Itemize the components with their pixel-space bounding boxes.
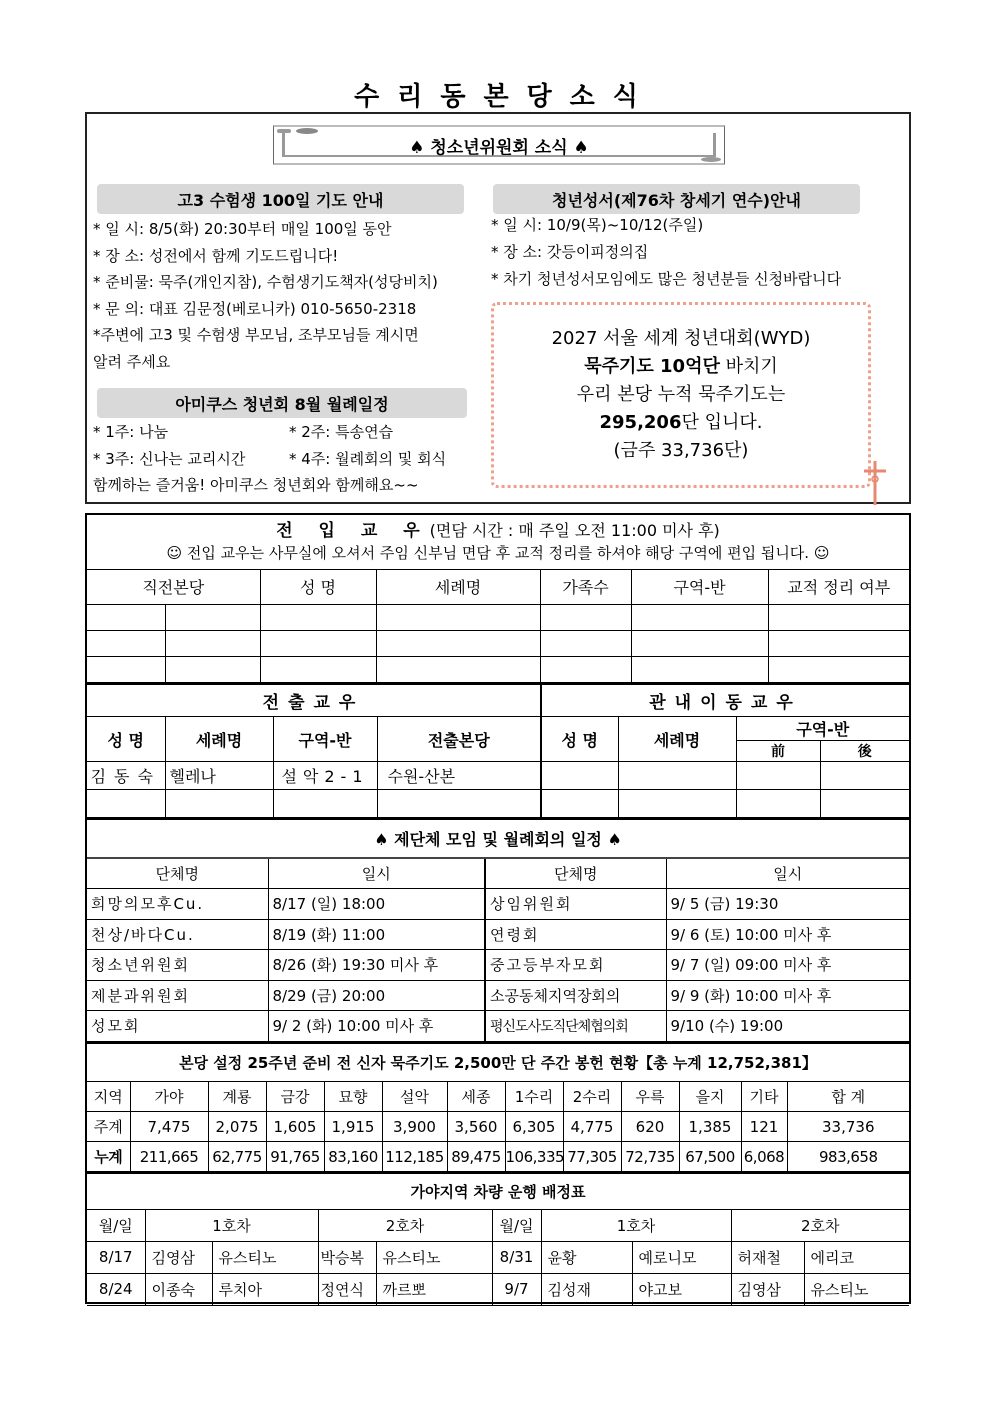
- driver-name: 김성재: [541, 1273, 632, 1305]
- table-row: [87, 980, 909, 1011]
- exam-prayer-line: * 준비물: 묵주(개인지참), 수험생기도책자(성당비치): [93, 273, 438, 291]
- move-col-baptismal: 세례명: [618, 717, 736, 762]
- table-row: [87, 656, 909, 682]
- move-col-name: 성 명: [541, 717, 618, 762]
- schedule-title: ♠ 제단체 모임 및 월례회의 일정 ♠: [87, 819, 909, 858]
- transfer-in-table: [87, 570, 909, 683]
- out-col-district: 구역-반: [273, 717, 377, 762]
- transfer-out-and-move-table: [87, 683, 909, 819]
- col-car2: 2호차: [731, 1209, 909, 1241]
- cell-total: 983,658: [787, 1142, 909, 1172]
- group-date: 9/ 6 (토) 10:00 미사 후: [666, 919, 909, 950]
- rosary-cumulative-row: [87, 1142, 909, 1172]
- col-group-name: 단체명: [485, 858, 666, 889]
- amicus-week4: * 4주: 월례회의 및 회식: [289, 449, 447, 468]
- cell-value: 91,765: [266, 1142, 324, 1172]
- wyd-line2: 묵주기도 10억단 바치기: [584, 356, 778, 377]
- cell-value: 4,775: [563, 1112, 621, 1142]
- col-district: 구역-반: [631, 570, 768, 604]
- table-row: [87, 950, 909, 981]
- exam-prayer-details: [93, 216, 438, 375]
- out-col-parish: 전출본당: [377, 717, 541, 762]
- col-baptismal-name: 세례명: [376, 570, 540, 604]
- wyd-line5: (금주 33,736단): [613, 440, 749, 461]
- cell-value: 1,915: [324, 1112, 382, 1142]
- group-date: 9/10 (수) 19:00: [666, 1011, 909, 1042]
- youth-banner-title: ♠ 청소년위원회 소식 ♠: [409, 137, 589, 158]
- col-region-name: 을지: [679, 1082, 741, 1112]
- table-row: [87, 889, 909, 920]
- col-total: 합 계: [787, 1082, 909, 1112]
- cell-value: 72,735: [621, 1142, 679, 1172]
- group-date: 9/ 9 (화) 10:00 미사 후: [666, 980, 909, 1011]
- group-name: 희망의모후Cu.: [87, 889, 268, 920]
- cell-total: 33,736: [787, 1112, 909, 1142]
- group-schedule-table: [87, 818, 909, 1042]
- driver-name: 김영삼: [145, 1241, 212, 1273]
- col-datetime: 일시: [268, 858, 485, 889]
- col-record-status: 교적 정리 여부: [768, 570, 909, 604]
- out-parish: 수원-산본: [377, 762, 541, 790]
- driver-baptismal: 루치아: [212, 1273, 318, 1305]
- cell-value: 7,475: [130, 1112, 208, 1142]
- col-car1: 1호차: [541, 1209, 731, 1241]
- group-date: 9/ 7 (일) 09:00 미사 후: [666, 950, 909, 981]
- amicus-week3: * 3주: 신나는 교리시간: [93, 449, 246, 468]
- col-previous-parish: 직전본당: [87, 570, 260, 604]
- cell-value: 89,475: [447, 1142, 505, 1172]
- page-title: 수리동본당소식: [354, 82, 656, 112]
- cell-value: 620: [621, 1112, 679, 1142]
- table-row: [87, 1011, 909, 1042]
- group-date: 8/29 (금) 20:00: [268, 980, 485, 1011]
- driver-name: 김영삼: [731, 1273, 804, 1305]
- group-name: 소공동체지역장회의: [485, 980, 666, 1011]
- amicus-heading: 아미쿠스 청년회 8월 월례일정: [97, 388, 467, 418]
- date-cell: 9/7: [492, 1273, 541, 1305]
- driver-name: 윤황: [541, 1241, 632, 1273]
- table-row: [87, 630, 909, 656]
- cell-value: 6,305: [505, 1112, 563, 1142]
- banner-decoration: [296, 128, 318, 134]
- move-col-before: 前: [736, 741, 820, 762]
- cell-value: 6,068: [741, 1142, 787, 1172]
- group-name: 제분과위원회: [87, 980, 268, 1011]
- col-date: 월/일: [87, 1209, 145, 1241]
- group-name: 천상/바다Cu.: [87, 919, 268, 950]
- transfer-in-notice: ☺ 전입 교우는 사무실에 오셔서 주임 신부님 면담 후 교적 정리를 하셔야 해당 구역에 편입 됩니다. ☺: [166, 544, 830, 562]
- exam-prayer-line: *주변에 고3 및 수험생 부모님, 조부모님들 계시면: [93, 326, 419, 344]
- banner-decoration: [701, 157, 721, 162]
- date-cell: 8/24: [87, 1273, 145, 1305]
- cell-value: 1,385: [679, 1112, 741, 1142]
- driver-name: 이종숙: [145, 1273, 212, 1305]
- col-name: 성 명: [260, 570, 376, 604]
- parish-records-frame: [85, 513, 911, 1304]
- driver-baptismal: 야고보: [632, 1273, 731, 1305]
- group-date: 8/26 (화) 19:30 미사 후: [268, 950, 485, 981]
- driver-baptismal: 까르뽀: [376, 1273, 492, 1305]
- driver-baptismal: 유스티노: [212, 1241, 318, 1273]
- col-date: 월/일: [492, 1209, 541, 1241]
- wyd-line3: 우리 본당 누적 묵주기도는: [576, 384, 786, 405]
- out-baptismal: 헬레나: [165, 762, 273, 790]
- bible-study-line: * 장 소: 갓등이피정의집: [491, 243, 649, 261]
- cell-value: 106,335: [505, 1142, 563, 1172]
- date-cell: 8/17: [87, 1241, 145, 1273]
- col-region-name: 묘향: [324, 1082, 382, 1112]
- move-col-district: 구역-반: [736, 717, 909, 741]
- cell-value: 77,305: [563, 1142, 621, 1172]
- col-group-name: 단체명: [87, 858, 268, 889]
- driver-name: 정연식: [318, 1273, 376, 1305]
- rosary-header-row: [87, 1082, 909, 1112]
- vehicle-title: 가야지역 차량 운행 배정표: [87, 1173, 909, 1209]
- cell-value: 67,500: [679, 1142, 741, 1172]
- col-region-name: 2수리: [563, 1082, 621, 1112]
- transfer-in-title: 전 입 교 우: [276, 521, 430, 541]
- col-region-name: 설악: [382, 1082, 447, 1112]
- group-name: 중고등부자모회: [485, 950, 666, 981]
- driver-baptismal: 유스티노: [376, 1241, 492, 1273]
- driver-name: 박승복: [318, 1241, 376, 1273]
- col-region-name: 세종: [447, 1082, 505, 1112]
- col-region-name: 계룡: [208, 1082, 266, 1112]
- wyd-line1: 2027 서울 세계 청년대회(WYD): [551, 328, 811, 349]
- table-row: [87, 790, 909, 818]
- group-date: 8/17 (일) 18:00: [268, 889, 485, 920]
- cell-value: 211,665: [130, 1142, 208, 1172]
- table-row: [87, 762, 909, 790]
- bible-study-line: * 차기 청년성서모임에도 많은 청년분들 신청바랍니다: [491, 270, 842, 288]
- cell-value: 3,560: [447, 1112, 505, 1142]
- out-name: 김동숙: [87, 762, 165, 790]
- bible-study-line: * 일 시: 10/9(목)~10/12(주일): [491, 216, 704, 234]
- out-col-baptismal: 세례명: [165, 717, 273, 762]
- youth-banner: [273, 125, 725, 165]
- driver-baptismal: 예로니모: [632, 1241, 731, 1273]
- transfer-in-header: [87, 515, 909, 570]
- out-col-name: 성 명: [87, 717, 165, 762]
- table-row: [87, 919, 909, 950]
- banner-decoration: [277, 129, 291, 133]
- col-family-count: 가족수: [540, 570, 631, 604]
- bible-study-details: [491, 212, 841, 293]
- table-row: [87, 1273, 909, 1305]
- amicus-closing: 함께하는 즐거움! 아미쿠스 청년회와 함께해요~~: [93, 476, 419, 494]
- group-date: 9/ 5 (금) 19:30: [666, 889, 909, 920]
- group-name: 연령회: [485, 919, 666, 950]
- col-region-name: 가야: [130, 1082, 208, 1112]
- row-label: 누계: [87, 1142, 130, 1172]
- cell-value: 83,160: [324, 1142, 382, 1172]
- row-label: 주계: [87, 1112, 130, 1142]
- transfer-out-title: 전출교우: [87, 684, 541, 717]
- col-region-name: 금강: [266, 1082, 324, 1112]
- table-row: [87, 1241, 909, 1273]
- group-name: 평신도사도직단체협의회: [485, 1011, 666, 1042]
- youth-committee-section: [85, 112, 911, 504]
- table-row: [87, 604, 909, 630]
- rosary-offering-title: 본당 설정 25주년 준비 전 신자 묵주기도 2,500만 단 주간 봉헌 현황【총 누계 12,752,381】: [87, 1043, 909, 1082]
- cell-value: 112,185: [382, 1142, 447, 1172]
- amicus-week2: * 2주: 특송연습: [289, 423, 394, 441]
- col-region-name: 우륵: [621, 1082, 679, 1112]
- bible-study-heading: 청년성서(제76차 창세기 연수)안내: [493, 184, 860, 214]
- group-name: 청소년위원회: [87, 950, 268, 981]
- col-car1: 1호차: [145, 1209, 318, 1241]
- rosary-weekly-row: [87, 1112, 909, 1142]
- exam-prayer-line: * 장 소: 성전에서 함께 기도드립니다!: [93, 246, 339, 265]
- cell-value: 62,775: [208, 1142, 266, 1172]
- exam-prayer-line: * 일 시: 8/5(화) 20:30부터 매일 100일 동안: [93, 220, 392, 238]
- group-name: 성모회: [87, 1011, 268, 1042]
- exam-prayer-line: 알려 주세요: [93, 352, 171, 371]
- group-date: 9/ 2 (화) 10:00 미사 후: [268, 1011, 485, 1042]
- internal-move-title: 관내이동교우: [541, 684, 909, 717]
- driver-baptismal: 유스티노: [804, 1273, 909, 1305]
- col-region-name: 기타: [741, 1082, 787, 1112]
- driver-name: 허재철: [731, 1241, 804, 1273]
- cell-value: 3,900: [382, 1112, 447, 1142]
- amicus-schedule: [93, 419, 483, 499]
- vehicle-schedule-table: [87, 1172, 909, 1306]
- date-cell: 8/31: [492, 1241, 541, 1273]
- exam-prayer-line: * 문 의: 대표 김문정(베로니카) 010-5650-2318: [93, 299, 417, 318]
- cell-value: 121: [741, 1112, 787, 1142]
- cell-value: 2,075: [208, 1112, 266, 1142]
- col-datetime: 일시: [666, 858, 909, 889]
- exam-prayer-heading: 고3 수험생 100일 기도 안내: [97, 184, 464, 214]
- col-region: 지역: [87, 1082, 130, 1112]
- col-car2: 2호차: [318, 1209, 492, 1241]
- group-name: 상임위원회: [485, 889, 666, 920]
- move-col-after: 後: [820, 741, 909, 762]
- wyd-line4: 295,206단 입니다.: [599, 412, 763, 433]
- wyd-rosary-box: [491, 302, 871, 488]
- crucifix-icon: [860, 461, 890, 507]
- amicus-week1: * 1주: 나눔: [93, 423, 169, 441]
- cell-value: 1,605: [266, 1112, 324, 1142]
- group-date: 8/19 (화) 11:00: [268, 919, 485, 950]
- col-region-name: 1수리: [505, 1082, 563, 1112]
- driver-baptismal: 에리코: [804, 1241, 909, 1273]
- transfer-in-subtitle: (면담 시간 : 매 주일 오전 11:00 미사 후): [429, 521, 720, 540]
- out-district: 설악2-1: [273, 762, 377, 790]
- rosary-offering-table: [87, 1042, 909, 1173]
